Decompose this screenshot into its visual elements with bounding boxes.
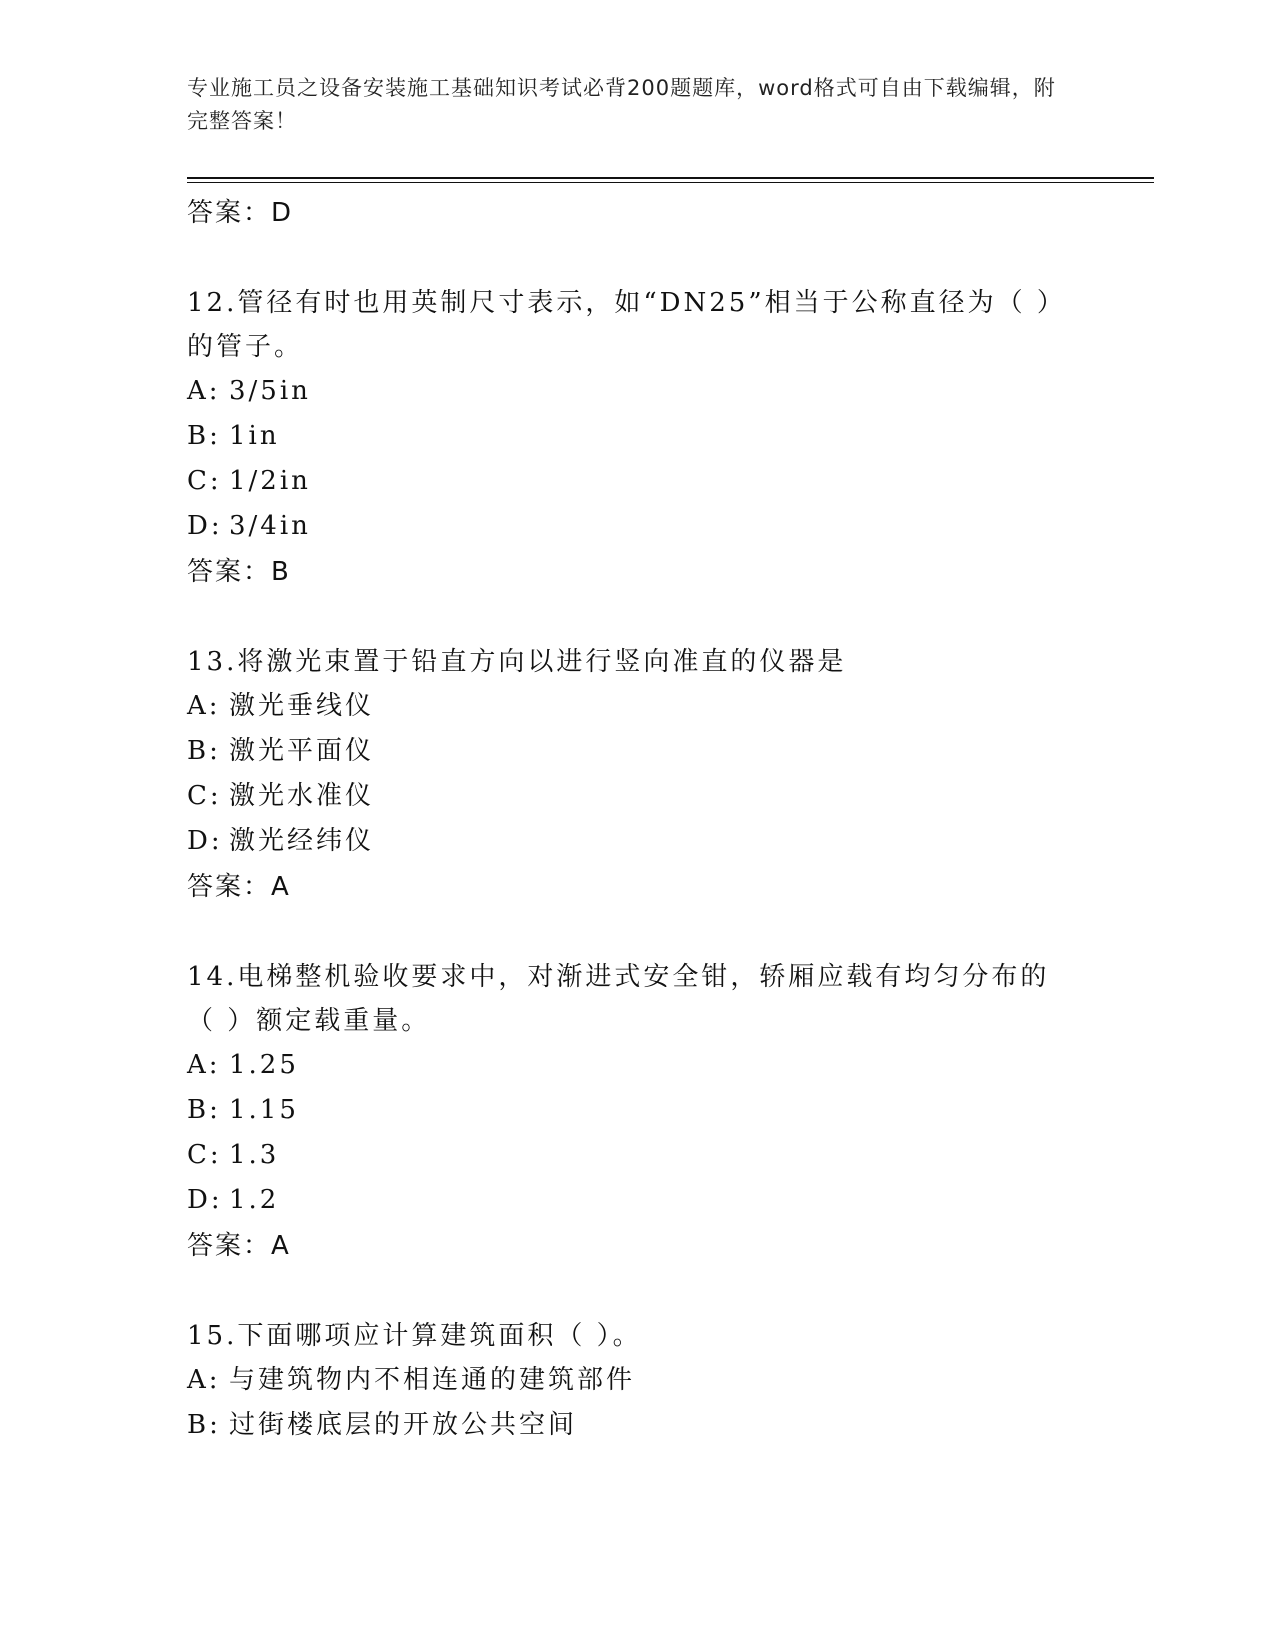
question-stem: 14.电梯整机验收要求中，对渐进式安全钳，轿厢应载有均匀分布的（ ）额定载重量。 [187, 962, 1050, 1036]
option-d [187, 504, 1087, 549]
option-a [187, 369, 1087, 414]
option-text: 激光水准仪 [229, 781, 375, 811]
option-label: C: [187, 466, 222, 496]
option-label: A: [187, 1365, 221, 1395]
option-text: 1.15 [229, 1095, 299, 1125]
option-label: B: [187, 736, 221, 766]
option-d [187, 819, 1087, 864]
option-label: A: [187, 376, 221, 406]
question-15 [187, 1314, 1087, 1448]
option-b [187, 1403, 1087, 1448]
header-rule-thick [187, 177, 1154, 179]
option-text: 激光垂线仪 [229, 691, 375, 721]
question-12 [187, 281, 1087, 595]
question-13 [187, 640, 1087, 910]
option-label: C: [187, 1140, 222, 1170]
option-b [187, 729, 1087, 774]
option-a [187, 1358, 1087, 1403]
option-c [187, 1133, 1087, 1178]
question-answer: 答案：B [187, 557, 291, 587]
option-text: 过街楼底层的开放公共空间 [229, 1410, 578, 1440]
option-text: 1.3 [229, 1140, 280, 1170]
option-text: 1.2 [229, 1185, 280, 1215]
option-label: B: [187, 421, 221, 451]
option-c [187, 459, 1087, 504]
option-text: 1in [229, 421, 280, 451]
option-label: D: [187, 1185, 223, 1215]
option-label: D: [187, 511, 223, 541]
option-text: 激光平面仪 [229, 736, 375, 766]
option-a [187, 684, 1087, 729]
option-c [187, 774, 1087, 819]
option-b [187, 414, 1087, 459]
question-stem: 12.管径有时也用英制尺寸表示，如“DN25”相当于公称直径为（ ）的管子。 [187, 288, 1066, 362]
option-text: 3/5in [229, 376, 311, 406]
option-b [187, 1088, 1087, 1133]
option-a [187, 1043, 1087, 1088]
option-label: B: [187, 1095, 221, 1125]
option-d [187, 1178, 1087, 1223]
option-text: 激光经纬仪 [229, 826, 375, 856]
option-text: 与建筑物内不相连通的建筑部件 [229, 1365, 636, 1395]
option-label: A: [187, 691, 221, 721]
question-list [187, 190, 1087, 1448]
question-14 [187, 955, 1087, 1269]
previous-answer: 答案：D [187, 198, 294, 228]
option-label: C: [187, 781, 222, 811]
question-stem: 13.将激光束置于铅直方向以进行竖向准直的仪器是 [187, 647, 847, 677]
option-label: B: [187, 1410, 221, 1440]
option-text: 1.25 [229, 1050, 299, 1080]
question-answer: 答案：A [187, 872, 291, 902]
option-text: 1/2in [229, 466, 311, 496]
header-rule-thin [187, 182, 1154, 183]
question-answer: 答案：A [187, 1231, 291, 1261]
question-stem: 15.下面哪项应计算建筑面积（ ）。 [187, 1321, 642, 1351]
option-label: A: [187, 1050, 221, 1080]
document-header: 专业施工员之设备安装施工基础知识考试必背200题题库，word格式可自由下载编辑，附完整答案！ [187, 76, 1056, 133]
option-label: D: [187, 826, 223, 856]
option-text: 3/4in [229, 511, 311, 541]
